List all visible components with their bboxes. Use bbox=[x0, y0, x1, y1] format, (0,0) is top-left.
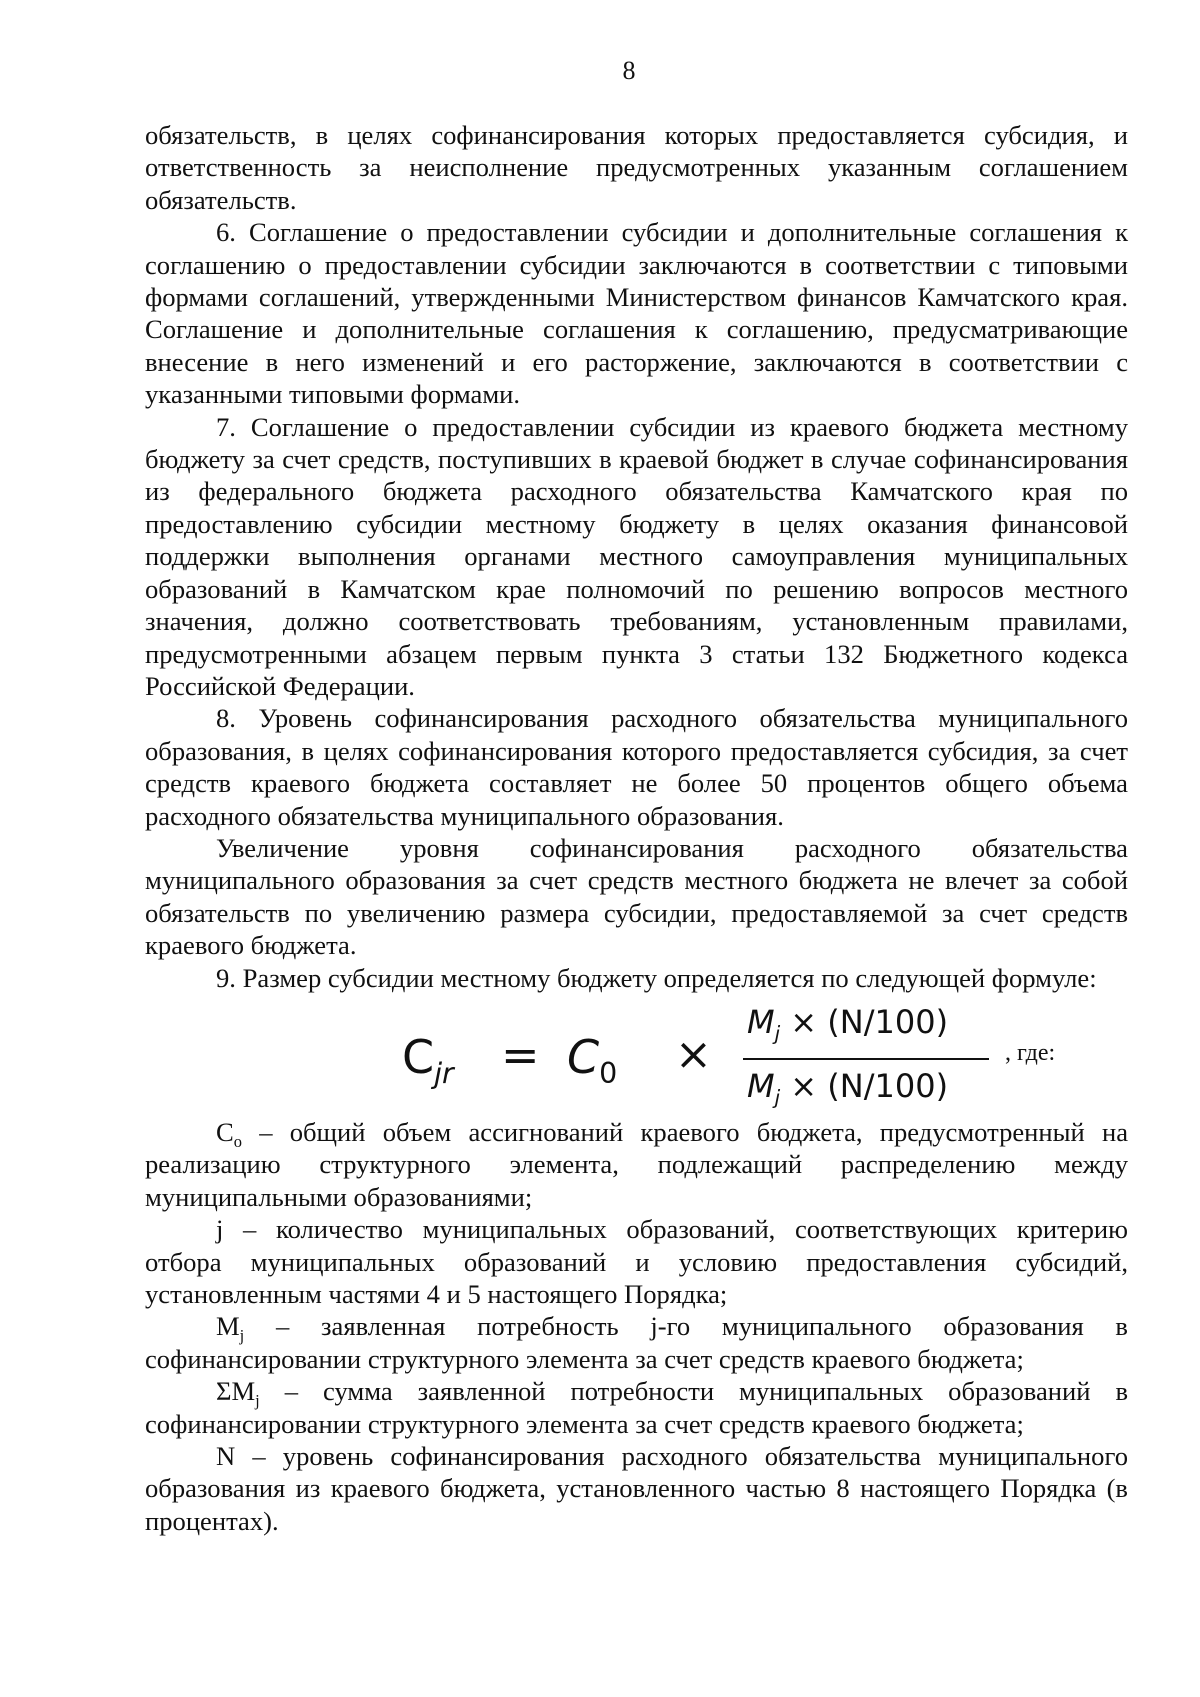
paragraph-7: 7. Соглашение о предоставлении субсидии из краевого бюджета местному бюджету за счет средств, поступивших в краевой бюджет в случае софинансирования из федерального бюджета расходного обязательства Камчатского края по предоставлению субсидии местному бюджету в целях оказания финансовой поддержки выполнения органами местного самоуправления муниципальных образований в Камчатском крае полномочий по решению вопросов местного значения, должно соответствовать требованиям, установленным правилами, предусмотренными абзацем первым пункта 3 статьи 132 Бюджетного кодекса Российской Федерации. bbox=[145, 411, 1128, 701]
paragraph-8: 8. Уровень софинансирования расходного обязательства муниципального образования, в целях софинансирования которого предоставляется субсидия, за счет средств краевого бюджета составляет не более 50 процентов общего объема расходного обязательства муниципального образования. bbox=[145, 703, 1128, 831]
definition-j: j – количество муниципальных образований, соответствующих критерию отбора муниципальных образований и условию предоставления субсидий, установленным частями 4 и 5 настоящего Порядка; bbox=[145, 1214, 1128, 1309]
paragraph-continuation: обязательств, в целях софинансирования которых предоставляется субсидия, и ответственность за неисполнение предусмотренных указанным соглашением обязательств. bbox=[145, 120, 1128, 215]
definition-mj: $M_j$ – заявленная потребность j-го муниципального образования в софинансировании структурного элемента за счет средств краевого бюджета; bbox=[145, 1311, 1128, 1374]
formula-c0: $C_0$ bbox=[567, 1029, 618, 1090]
formula-denominator: $M_j \times (N/100)$ bbox=[747, 1066, 949, 1109]
paragraph-8-increase: Увеличение уровня софинансирования расходного обязательства муниципального образования за счет средств местного бюджета не влечет за собой обязательств по увеличению размера субсидии, предоставляемой за счет средств краевого бюджета. bbox=[145, 832, 1128, 961]
paragraph-6: 6. Соглашение о предоставлении субсидии и дополнительные соглашения к соглашению о предоставлении субсидии заключаются в соответствии с типовыми формами соглашений, утвержденными Министерством финансов Камчатского края. Соглашение и дополнительные соглашения к соглашению, предусматривающие внесение в него изменений и его расторжение, заключаются в соответствии с указанными типовыми формами. bbox=[145, 217, 1128, 410]
document-body bbox=[145, 119, 1128, 1537]
subsidy-formula bbox=[145, 994, 1128, 1116]
definition-sum-mj: $\Sigma M_j$ – сумма заявленной потребности муниципальных образований в софинансировании структурного элемента за счет средств краевого бюджета; bbox=[145, 1376, 1128, 1439]
paragraph-9: 9. Размер субсидии местному бюджету определяется по следующей формуле: bbox=[216, 962, 1097, 993]
fraction-bar bbox=[743, 1058, 989, 1060]
formula-numerator: $M_j \times (N/100)$ bbox=[747, 1002, 949, 1045]
formula-fraction bbox=[743, 994, 989, 1116]
formula-lhs: $C_{jr}$ bbox=[402, 1029, 454, 1090]
formula-equals: = bbox=[501, 1027, 540, 1082]
formula-times: × bbox=[675, 1028, 712, 1080]
page-number: 8 bbox=[622, 56, 636, 85]
definition-c0: $C_o$ – общий объем ассигнований краевого бюджета, предусмотренный на реализацию структурного элемента, подлежащий распределению между муниципальными образованиями; bbox=[145, 1116, 1128, 1212]
definition-n: N – уровень софинансирования расходного обязательства муниципального образования из краевого бюджета, установленного частью 8 настоящего Порядка (в процентах). bbox=[145, 1441, 1128, 1536]
formula-where: , где: bbox=[1005, 1039, 1056, 1066]
